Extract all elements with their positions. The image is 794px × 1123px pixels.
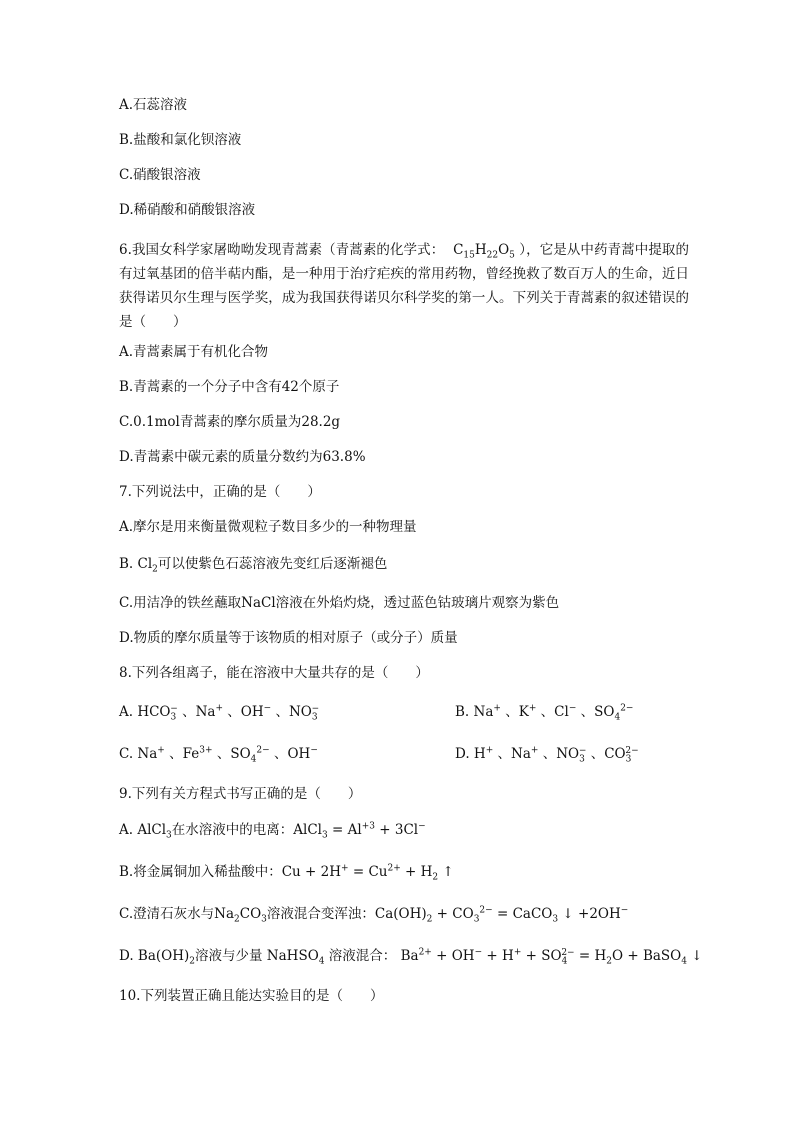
q5-option-c[interactable]: C.硝酸银溶液	[119, 167, 201, 183]
q8-option-b[interactable]: B. Na+ 、K+ 、Cl− 、$SO_4^{2-}$	[455, 703, 634, 723]
q7-stem: 7.下列说法中，正确的是（ ）	[119, 484, 321, 500]
q9-option-a[interactable]: A. AlCl$_3$在水溶液中的电离：AlCl$_3$ = $Al^{+3} + 3Cl^-$	[119, 821, 426, 841]
q8-option-d[interactable]: D. H+ 、Na+ 、$NO_3^-$ 、$CO_3^{2-}$	[455, 745, 639, 765]
q6-option-d[interactable]: D.青蒿素中碳元素的质量分数约为63.8%	[119, 449, 366, 465]
q7-option-b[interactable]: B. $Cl_2$可以使紫色石蕊溶液先变红后逐渐褪色	[119, 556, 388, 575]
q8-stem: 8.下列各组离子，能在溶液中大量共存的是（ ）	[119, 665, 429, 681]
q8-option-c[interactable]: C. Na+ 、$Fe^{3+}$ 、$SO_4^{2-}$ 、OH−	[119, 745, 318, 765]
q5-option-d[interactable]: D.稀硝酸和硝酸银溶液	[119, 202, 256, 218]
q6-option-b[interactable]: B.青蒿素的一个分子中含有42个原子	[119, 379, 340, 395]
q6-stem: 6.我国女科学家屠呦呦发现青蒿素（青蒿素的化学式： $C_{15}H_{22}O_5$ ），它是从中药青蒿中提取的有过氧基团的倍半萜内酯，是一种用于治疗疟疾的常用药物，曾经挽救了数百万人的生命，近日获得诺贝尔生理与医学奖，成为我国获得诺贝尔科学奖的第一人。下列关于青蒿素的叙述错误的是（ ）	[119, 242, 689, 330]
q9-option-c[interactable]: C.澄清石灰水与$Na_2CO_3$溶液混合变浑浊：$Ca(OH)_2 + CO_3^{2-}$ = CaCO$_3$ ↓ +2OH−	[119, 905, 629, 925]
q7-option-d[interactable]: D.物质的摩尔质量等于该物质的相对原子（或分子）质量	[119, 630, 458, 646]
q6-option-c[interactable]: C.0.1mol青蒿素的摩尔质量为28.2g	[119, 414, 341, 430]
q7-option-a[interactable]: A.摩尔是用来衡量微观粒子数目多少的一种物理量	[119, 519, 417, 535]
q9-stem: 9.下列有关方程式书写正确的是（ ）	[119, 786, 362, 802]
q10-stem: 10.下列装置正确且能达实验目的是（ ）	[119, 988, 384, 1004]
q9-option-b[interactable]: B.将金属铜加入稀盐酸中：$Cu + 2H^+ = Cu^{2+} + H_2$ ↑	[119, 863, 454, 883]
q6-option-a[interactable]: A.青蒿素属于有机化合物	[119, 344, 269, 360]
q7-option-c[interactable]: C.用洁净的铁丝蘸取NaCl溶液在外焰灼烧，透过蓝色钴玻璃片观察为紫色	[119, 595, 560, 611]
q9-option-d[interactable]: D. $Ba(OH)_2$溶液与少量 NaHSO$_4$ 溶液混合： $Ba^{2+} + OH^- + H^+ + SO_4^{2-} = H_2O$ + BaSO$_4$ ↓	[119, 947, 703, 967]
q5-option-b[interactable]: B.盐酸和氯化钡溶液	[119, 132, 242, 148]
q8-option-a[interactable]: A. $HCO_3^-$ 、Na+ 、OH− 、$NO_3^-$	[119, 703, 320, 723]
q5-option-a[interactable]: A.石蕊溶液	[119, 97, 188, 113]
artemisinin-formula: $C_{15}H_{22}O_5$	[453, 242, 515, 261]
